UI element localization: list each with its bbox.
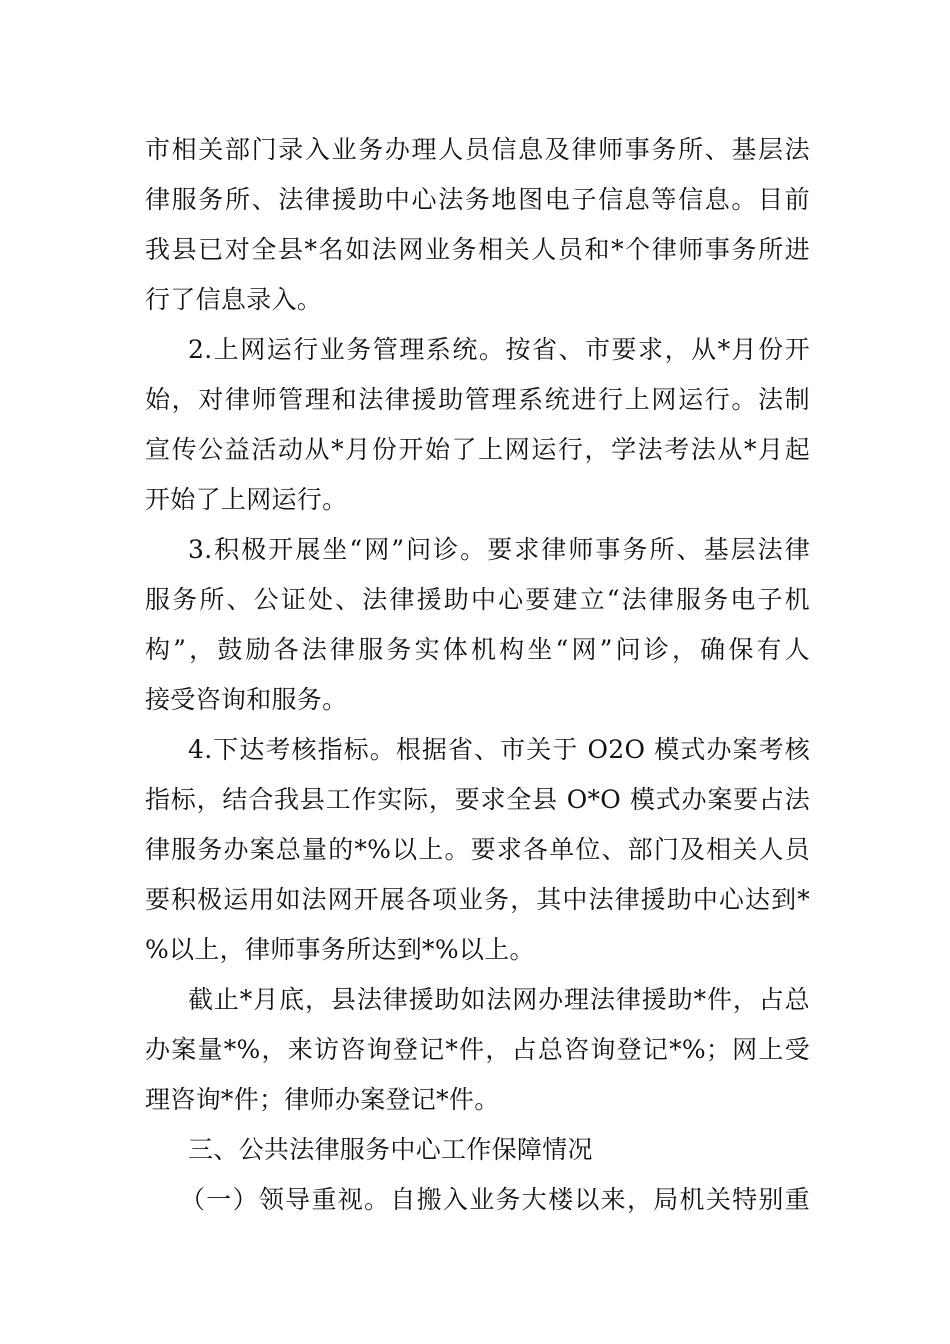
text-line: 3.积极开展坐“网”问诊。要求律师事务所、基层法律	[188, 535, 810, 564]
text-line: 宣传公益活动从*月份开始了上网运行，学法考法从*月起	[145, 435, 810, 464]
text-line: 律服务所、法律援助中心法务地图电子信息等信息。目前	[145, 185, 810, 214]
text-line: 开始了上网运行。	[145, 485, 348, 514]
text-line: 我县已对全县*名如法网业务相关人员和*个律师事务所进	[145, 235, 810, 264]
text-line: 接受咨询和服务。	[145, 685, 348, 714]
text-line: 行了信息录入。	[145, 285, 323, 314]
text-line: 理咨询*件；律师办案登记*件。	[145, 1085, 500, 1114]
text-line: 构”，鼓励各法律服务实体机构坐“网”问诊，确保有人	[145, 635, 810, 664]
text-line: 律服务办案总量的*%以上。要求各单位、部门及相关人员	[145, 835, 810, 864]
text-line: 2.上网运行业务管理系统。按省、市要求，从*月份开	[188, 335, 810, 364]
text-line: %以上，律师事务所达到*%以上。	[145, 935, 535, 964]
text-line: 市相关部门录入业务办理人员信息及律师事务所、基层法	[145, 135, 810, 164]
text-line: （一）领导重视。自搬入业务大楼以来，局机关特别重	[180, 1185, 810, 1214]
text-line: 服务所、公证处、法律援助中心要建立“法律服务电子机	[145, 585, 810, 614]
text-line: 指标，结合我县工作实际，要求全县 O*O 模式办案要占法	[145, 785, 810, 814]
section-heading: 三、公共法律服务中心工作保障情况	[188, 1135, 593, 1164]
text-line: 截止*月底，县法律援助如法网办理法律援助*件，占总	[188, 985, 810, 1014]
text-line: 要积极运用如法网开展各项业务，其中法律援助中心达到*	[145, 885, 810, 914]
text-line: 始，对律师管理和法律援助管理系统进行上网运行。法制	[145, 385, 810, 414]
text-line: 办案量*%，来访咨询登记*件，占总咨询登记*%；网上受	[145, 1035, 810, 1064]
text-line: 4.下达考核指标。根据省、市关于 O2O 模式办案考核	[188, 735, 810, 764]
